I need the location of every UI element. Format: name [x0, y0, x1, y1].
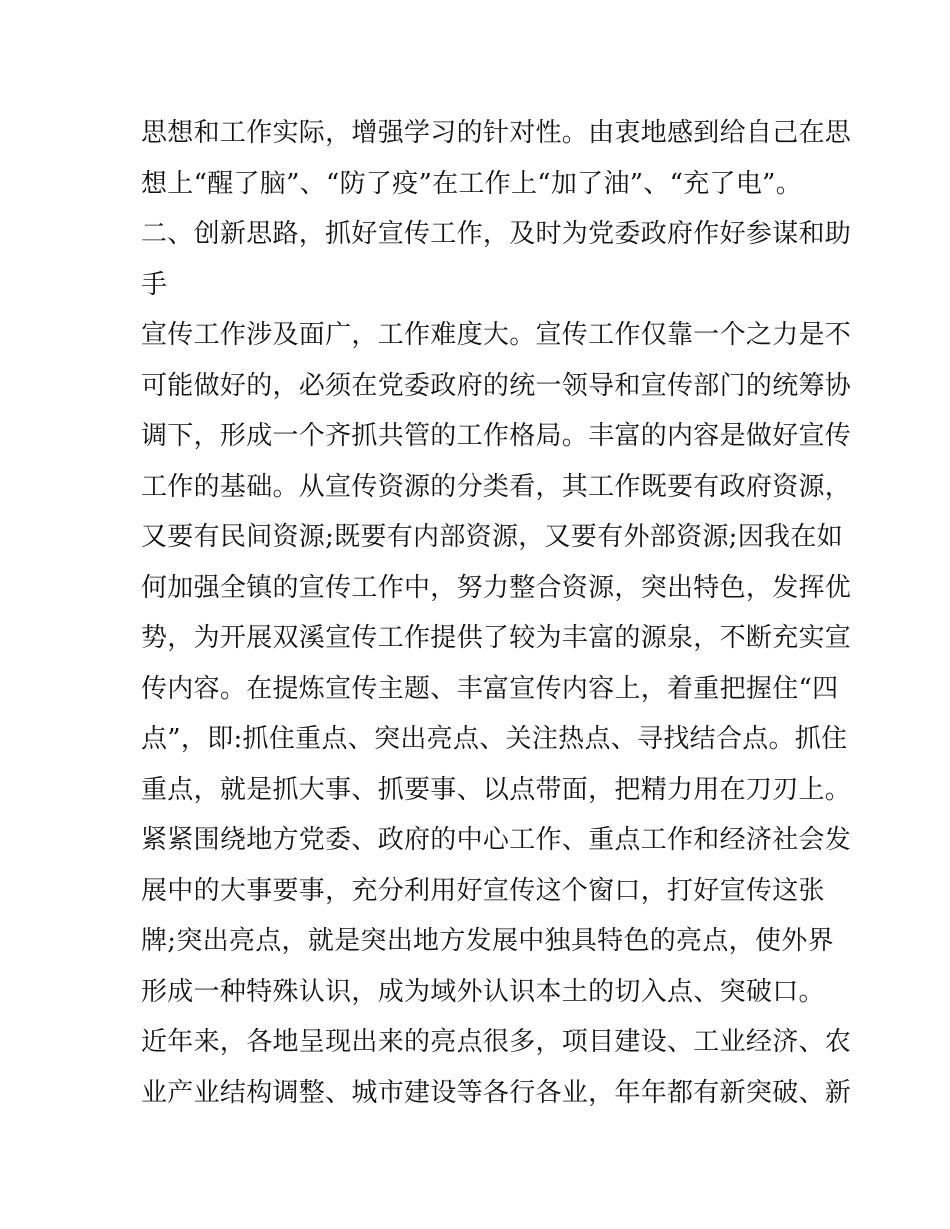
- text-line: 业产业结构调整、城市建设等各行各业，年年都有新突破、新: [141, 1077, 852, 1108]
- text-line: 宣传工作涉及面广，工作难度大。宣传工作仅靠一个之力是不: [141, 320, 852, 350]
- text-line: 何加强全镇的宣传工作中，努力整合资源，突出特色，发挥优: [141, 572, 852, 603]
- text-line: 传内容。在提炼宣传主题、丰富宣传内容上，着重把握住“四: [141, 673, 839, 704]
- text-line: 牌;突出亮点，就是突出地方发展中独具特色的亮点，使外界: [141, 926, 834, 956]
- section-heading-line: 二、创新思路，抓好宣传工作，及时为党委政府作好参谋和助: [141, 219, 852, 249]
- text-line: 紧紧围绕地方党委、政府的中心工作、重点工作和经济社会发: [141, 825, 852, 855]
- text-line: 工作的基础。从宣传资源的分类看，其工作既要有政府资源，: [141, 471, 852, 502]
- document-body: [141, 108, 852, 1118]
- text-line: 调下，形成一个齐抓共管的工作格局。丰富的内容是做好宣传: [141, 421, 852, 451]
- text-line: 重点，就是抓大事、抓要事、以点带面，把精力用在刀刃上。: [141, 774, 852, 805]
- text-line: 思想和工作实际，增强学习的针对性。由衷地感到给自己在思: [141, 118, 852, 148]
- section-heading-line: 手: [141, 269, 168, 300]
- text-line: 形成一种特殊认识，成为域外认识本土的切入点、突破口。: [141, 976, 825, 1007]
- text-line: 展中的大事要事，充分利用好宣传这个窗口，打好宣传这张: [141, 875, 825, 906]
- text-line: 近年来，各地呈现出来的亮点很多，项目建设、工业经济、农: [141, 1027, 852, 1057]
- text-line: 又要有民间资源;既要有内部资源，又要有外部资源;因我在如: [141, 522, 843, 552]
- text-line: 点”，即:抓住重点、突出亮点、关注热点、寻找结合点。抓住: [141, 724, 848, 754]
- text-line: 可能做好的，必须在党委政府的统一领导和宣传部门的统筹协: [141, 370, 852, 401]
- text-line: 势，为开展双溪宣传工作提供了较为丰富的源泉，不断充实宣: [141, 623, 852, 653]
- text-line: 想上“醒了脑”、“防了疫”在工作上“加了油”、“充了电”。: [141, 168, 803, 199]
